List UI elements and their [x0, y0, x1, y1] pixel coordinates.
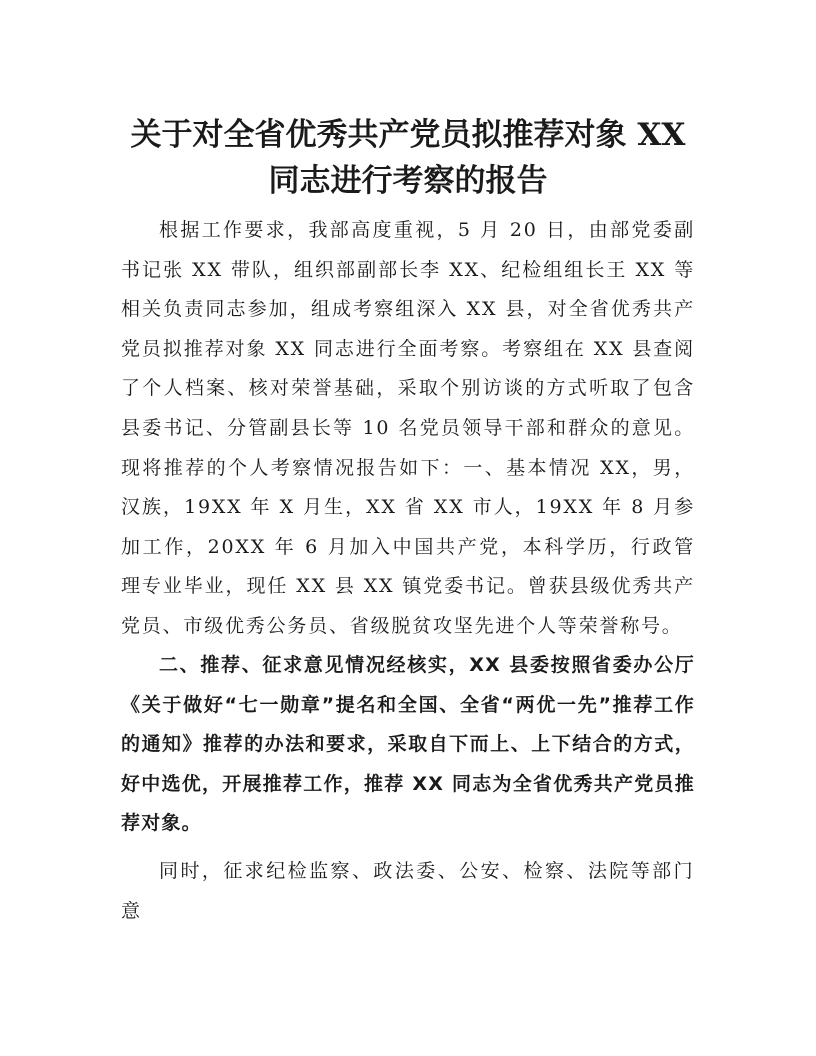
paragraph-background-and-basic-info: 根据工作要求，我部高度重视，5 月 20 日，由部党委副书记张 XX 带队，组织部副部长李 XX、纪检组组长王 XX 等相关负责同志参加，组成考察组深入 XX 县，对全省优秀共产党员拟推荐对象 XX 同志进行全面考察。考察组在 XX 县查阅了个人档案、核对荣誉基础，采取个别访谈的方式听取了包含县委书记、分管副县长等 10 名党员领导干部和群众的意见。现将推荐的个人考察情况报告如下：一、基本情况 XX，男，汉族，19XX 年 X 月生，XX 省 XX 市人，19XX 年 8 月参加工作，20XX 年 6 月加入中国共产党，本科学历，行政管理专业毕业，现任 XX 县 XX 镇党委书记。曾获县级优秀共产党员、市级优秀公务员、省级脱贫攻坚先进个人等荣誉称号。 — [121, 219, 695, 637]
paragraph-consultation: 同时，征求纪检监察、政法委、公安、检察、法院等部门意 — [121, 860, 695, 922]
paragraph-recommendation: 二、推荐、征求意见情况经核实，XX 县委按照省委办公厅《关于做好“七一勋章”提名和全国、全省“两优一先”推荐工作的通知》推荐的办法和要求，采取自下而上、上下结合的方式，好中选优，开展推荐工作，推荐 XX 同志为全省优秀共产党员推荐对象。 — [121, 654, 695, 835]
document-title: 关于对全省优秀共产党员拟推荐对象 XX 同志进行考察的报告 — [130, 117, 686, 199]
